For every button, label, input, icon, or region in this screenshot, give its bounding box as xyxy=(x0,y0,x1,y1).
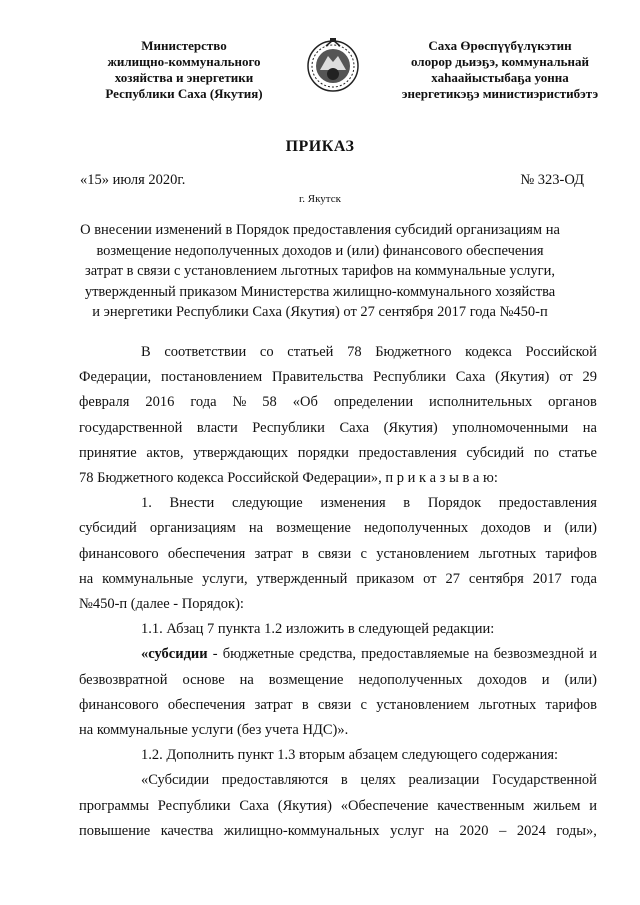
body-line: «Субсидии предоставляются в целях реализации Государственной xyxy=(141,772,597,789)
body-line: В соответствии со статьей 78 Бюджетного кодекса Российской xyxy=(141,344,597,360)
quoted-paragraph xyxy=(79,768,597,844)
body-line: безвозвратной основе на возмещение недополученных доходов и (или) xyxy=(79,671,597,688)
preamble-paragraph xyxy=(79,340,597,491)
ministry-line: Министерство xyxy=(141,38,227,53)
document-body xyxy=(79,340,597,844)
document-subject xyxy=(70,220,570,323)
document-date: «15» июля 2020г. xyxy=(80,172,186,188)
subject-line: и энергетики Республики Саха (Якутия) от 27 сентября 2017 года №450-п xyxy=(92,304,548,321)
body-line: государственной власти Республики Саха (Якутия) уполномоченными на xyxy=(79,419,597,436)
body-line: принятие актов, утверждающих порядки предоставления субсидий по статье xyxy=(79,444,597,461)
ministry-line: Республики Саха (Якутия) xyxy=(105,86,263,101)
coat-of-arms-emblem xyxy=(306,36,360,100)
document-number: № 323-ОД xyxy=(520,172,584,188)
item-1-1-paragraph: 1.1. Абзац 7 пункта 1.2 изложить в следующей редакции: xyxy=(141,621,495,638)
item-1-2-paragraph: 1.2. Дополнить пункт 1.3 вторым абзацем следующего содержания: xyxy=(141,747,559,764)
subject-line: О внесении изменений в Порядок предоставления субсидий организациям на xyxy=(80,222,560,238)
body-line: февраля 2016 года № 58 «Об определении исполнительных органов xyxy=(79,394,597,411)
document-city: г. Якутск xyxy=(299,193,341,205)
subject-line: утвержденный приказом Министерства жилищно-коммунального хозяйства xyxy=(84,283,556,300)
body-line: на коммунальные услуги (без учета НДС)». xyxy=(79,722,349,739)
body-line: «субсидии - бюджетные средства, предоставляемые на безвозмездной и xyxy=(79,642,597,667)
body-line: №450-п (далее - Порядок): xyxy=(79,596,244,613)
body-line: 1. Внести следующие изменения в Порядок предоставления xyxy=(141,495,597,512)
body-line: повышение качества жилищно-коммунальных услуг на 2020 – 2024 годы», xyxy=(79,822,597,839)
document-title: ПРИКАЗ xyxy=(285,138,355,155)
ministry-line: хаһаайыстыбаҕа уонна xyxy=(431,70,569,85)
subject-line: возмещение недополученных доходов и (или) финансового обеспечения xyxy=(96,242,544,259)
defined-term: «субсидии xyxy=(141,646,208,663)
ministry-line: олорор дьиэҕэ, коммунальнай xyxy=(410,54,590,69)
ministry-name-sakha xyxy=(385,38,615,102)
ministry-line: Саха Өрөспүүбүлүкэтин xyxy=(428,38,572,53)
subsidy-definition-paragraph xyxy=(79,642,597,743)
ministry-line: энергетикэҕэ министиэристибэтэ xyxy=(401,86,599,101)
body-line: субсидий организациям на возмещение недополученных доходов и (или) xyxy=(79,520,597,537)
body-line: финансового обеспечения затрат в связи с установлением льготных тарифов xyxy=(79,696,597,713)
ministry-line: хозяйства и энергетики xyxy=(114,70,254,85)
body-line: Федерации, постановлением Правительства Республики Саха (Якутия) от 29 xyxy=(79,369,597,386)
item-1-paragraph xyxy=(79,491,597,617)
body-line: на коммунальные услуги, утвержденный приказом от 27 сентября 2017 года xyxy=(79,570,597,587)
subject-line: затрат в связи с установлением льготных тарифов на коммунальные услуги, xyxy=(85,263,555,280)
body-line: программы Республики Саха (Якутия) «Обеспечение качественным жильем и xyxy=(79,797,597,814)
ministry-name-russian xyxy=(74,38,294,102)
body-line: финансового обеспечения затрат в связи с установлением льготных тарифов xyxy=(79,545,597,562)
body-line: 78 Бюджетного кодекса Российской Федерации», п р и к а з ы в а ю: xyxy=(79,470,498,487)
ministry-line: жилищно-коммунального xyxy=(107,54,261,69)
